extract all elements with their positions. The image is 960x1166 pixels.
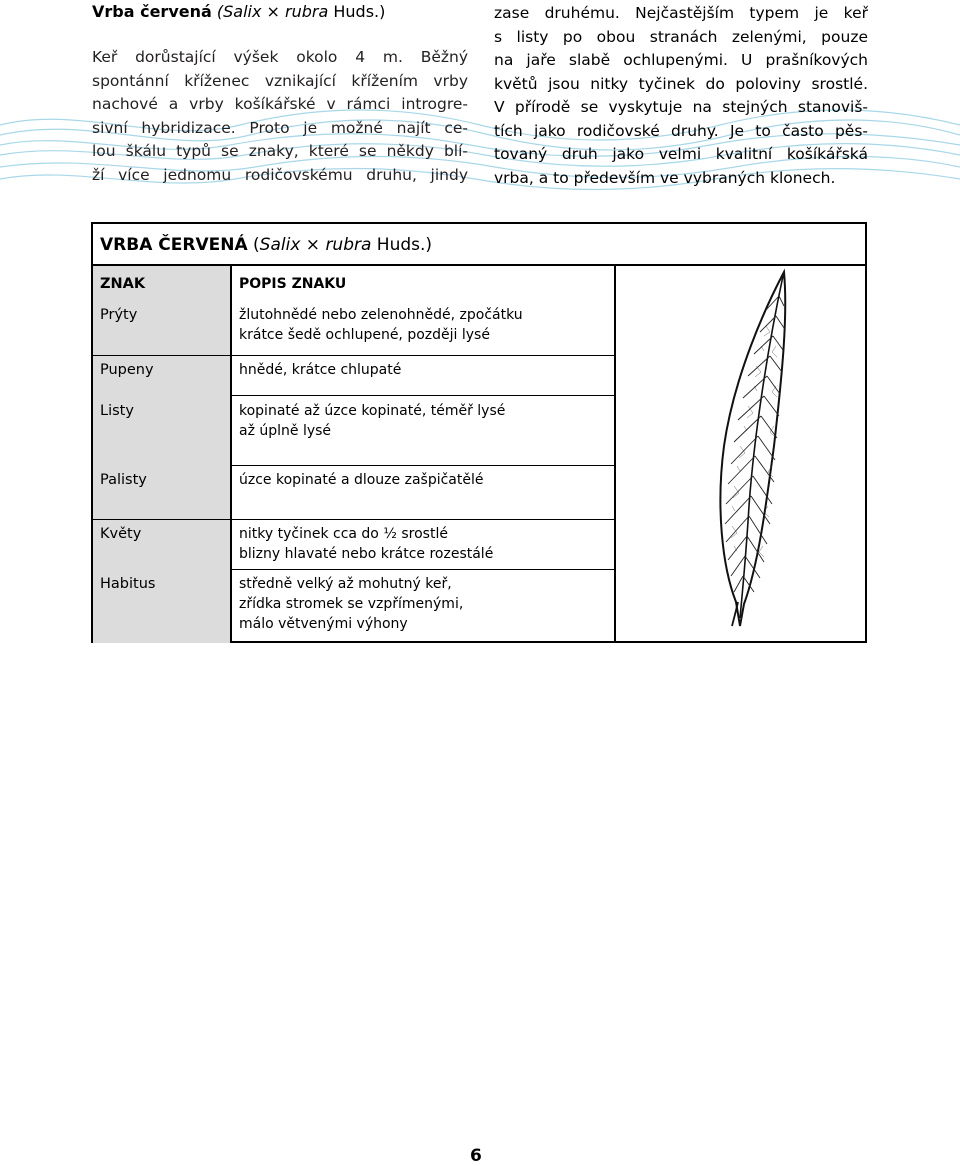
species-name: Vrba červená — [92, 2, 212, 21]
popis-line: středně velký až mohutný keř, — [239, 576, 452, 592]
popis-column — [232, 266, 616, 643]
row-divider — [93, 519, 230, 520]
author: Huds.) — [328, 2, 386, 21]
popis-line: krátce šedě ochlupené, později lysé — [239, 327, 490, 343]
text-line: sivní hybridizace. Proto je možné najít ce- — [92, 118, 468, 137]
row-divider — [232, 569, 614, 570]
right-text-column — [494, 2, 868, 190]
popis-cell — [239, 360, 401, 380]
znak-cell: Prýty — [100, 307, 138, 323]
text-line: květů jsou nitky tyčinek do poloviny srostlé. — [494, 74, 868, 93]
paren: ( — [211, 2, 224, 21]
row-divider — [232, 355, 614, 356]
popis-cell — [239, 574, 463, 634]
card-title-latin: Salix × rubra — [259, 235, 372, 255]
text-line: s listy po obou stranách zelenými, pouze — [494, 27, 868, 46]
species-heading — [92, 2, 385, 22]
popis-line: blizny hlavaté nebo krátce rozestálé — [239, 546, 494, 562]
znak-cell: Palisty — [100, 472, 147, 488]
znak-cell: Pupeny — [100, 362, 154, 378]
znak-cell: Květy — [100, 526, 142, 542]
popis-line: úzce kopinaté a dlouze zašpičatělé — [239, 472, 484, 488]
popis-line: zřídka stromek se vzpřímenými, — [239, 596, 464, 612]
popis-cell — [239, 524, 493, 564]
text-line: tích jako rodičovské druhy. Je to často pěs- — [494, 121, 868, 140]
text-line: ží více jednomu rodičovskému druhu, jindy — [92, 165, 468, 184]
popis-line: nitky tyčinek cca do ½ srostlé — [239, 526, 448, 542]
species-card — [91, 222, 867, 643]
latin-epithet: × rubra — [261, 2, 329, 21]
left-text-column — [92, 46, 468, 187]
row-divider — [232, 465, 614, 466]
card-title-name: VRBA ČERVENÁ — [100, 235, 248, 255]
text-line: vrba, a to především ve vybraných klonech. — [494, 168, 836, 187]
popis-cell — [239, 401, 505, 441]
popis-line: hnědé, krátce chlupaté — [239, 362, 402, 378]
popis-line: až úplně lysé — [239, 423, 332, 439]
row-divider — [232, 395, 614, 396]
znak-column — [93, 266, 232, 643]
text-line: na jaře slabě ochlupenými. U prašníkových — [494, 51, 868, 69]
text-line: nachové a vrby košíkářské v rámci introgre- — [92, 95, 468, 113]
text-line: Keř dorůstající výšek okolo 4 m. Běžný — [92, 48, 468, 66]
text-line: zase druhému. Nejčastějším typem je keř — [494, 4, 868, 22]
row-divider — [93, 355, 230, 356]
popis-cell — [239, 470, 483, 490]
znak-cell: Listy — [100, 403, 134, 419]
popis-line: málo větvenými výhony — [239, 616, 408, 632]
popis-cell — [239, 305, 523, 345]
page-number: 6 — [470, 1146, 482, 1166]
text-line: V přírodě se vyskytuje na stejných stanoviš- — [494, 98, 868, 116]
popis-line: kopinaté až úzce kopinaté, téměř lysé — [239, 403, 506, 419]
leaf-illustration-cell — [616, 266, 867, 643]
text-line: lou škálu typů se znaky, které se někdy blí- — [92, 142, 468, 160]
text-line: tovaný druh jako velmi kvalitní košíkářská — [494, 145, 868, 163]
latin-genus: Salix — [223, 2, 262, 21]
text-line: spontánní kříženec vznikající křížením vrby — [92, 71, 468, 90]
znak-header: ZNAK — [100, 276, 146, 292]
paren: ( — [247, 235, 260, 255]
willow-leaf-illustration-icon — [616, 266, 867, 643]
popis-line: žlutohnědé nebo zelenohnědé, zpočátku — [239, 307, 523, 323]
row-divider — [232, 519, 614, 520]
card-title-author: Huds.) — [371, 235, 433, 255]
popis-header: POPIS ZNAKU — [239, 276, 347, 292]
znak-cell: Habitus — [100, 576, 156, 592]
card-title — [93, 224, 865, 266]
